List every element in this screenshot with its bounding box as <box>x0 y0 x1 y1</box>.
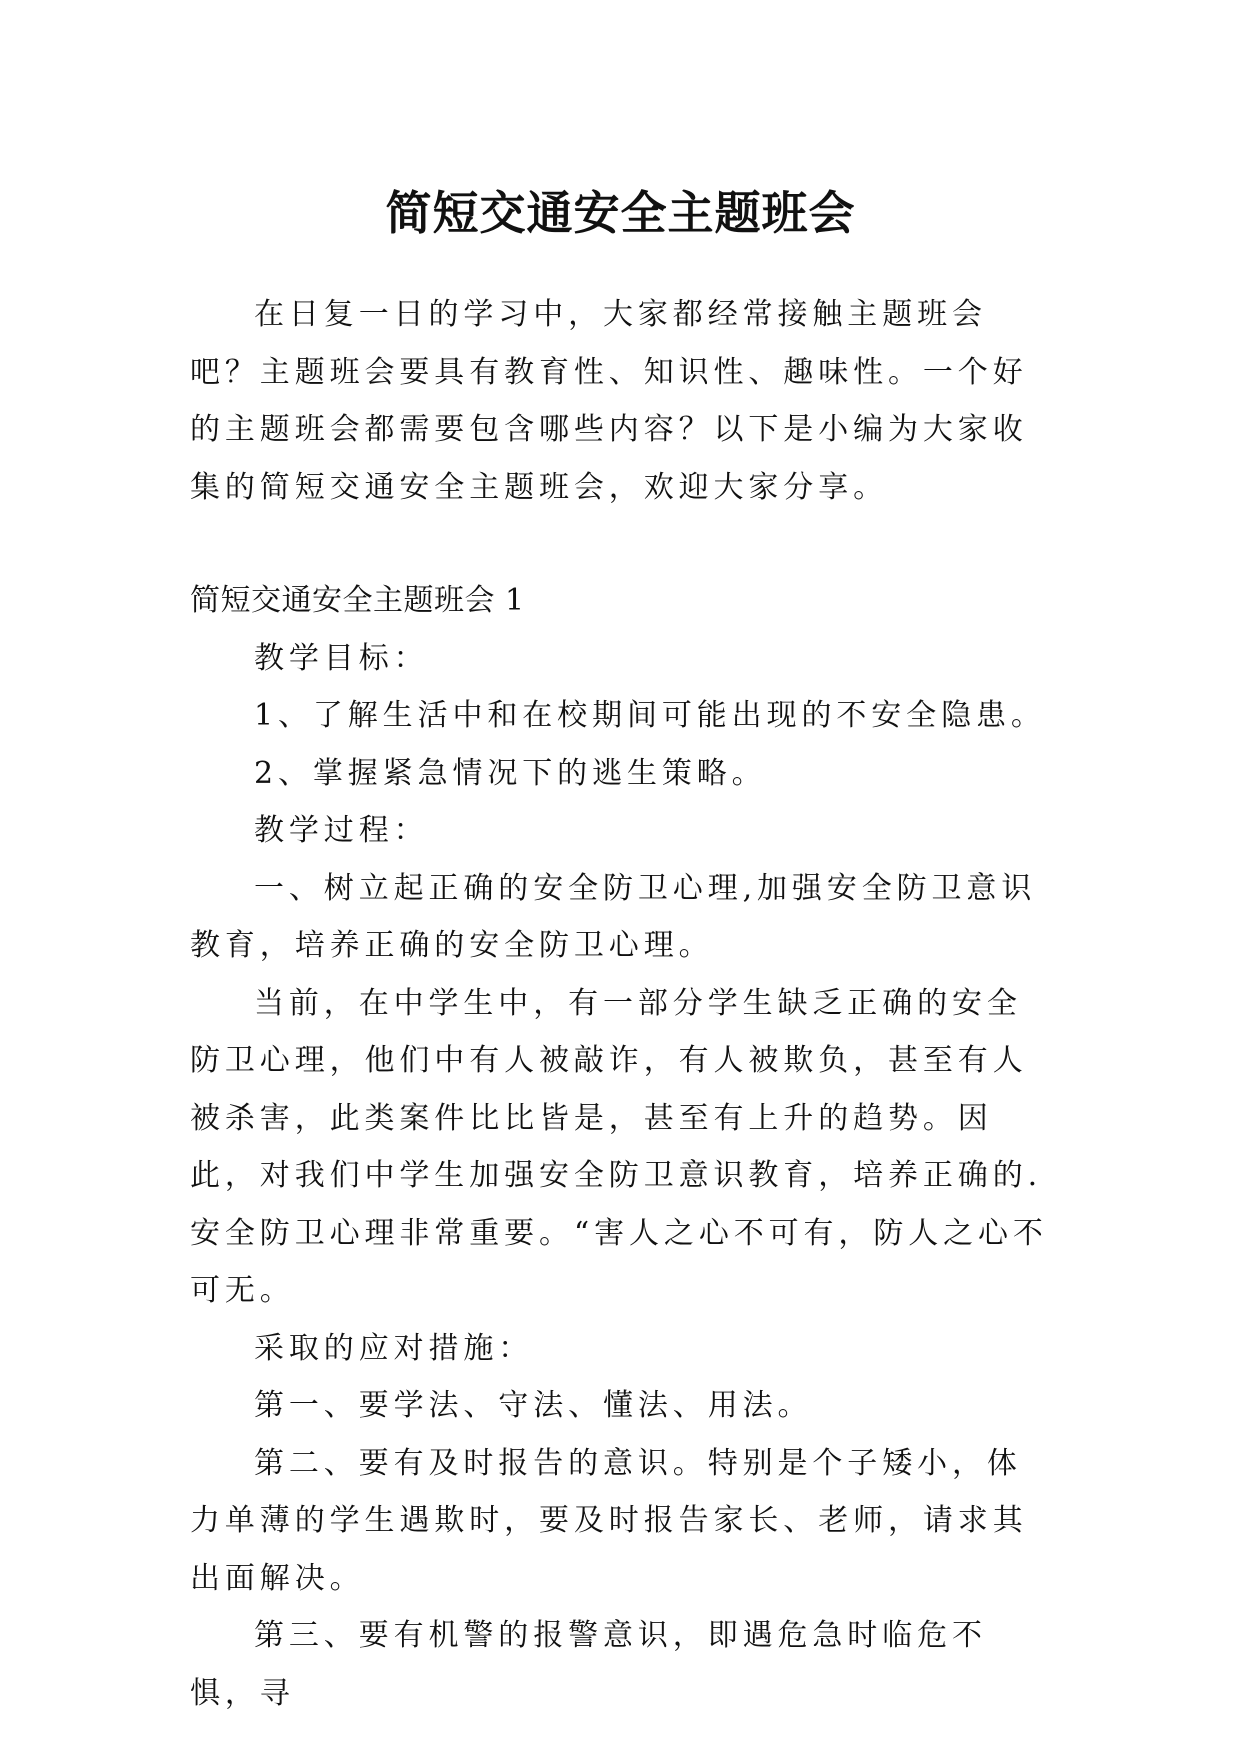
paragraph-current-situation: 当前，在中学生中，有一部分学生缺乏正确的安全防卫心理，他们中有人被敲诈，有人被欺负，甚至有人被杀害，此类案件比比皆是，甚至有上升的趋势。因此，对我们中学生加强安全防卫意识教育，培养正确的.安全防卫心理非常重要。“害人之心不可有，防人之心不可无。 <box>190 985 1048 1308</box>
document-title: 简短交通安全主题班会 <box>385 185 856 240</box>
document-body <box>190 286 1050 1722</box>
paragraph-goal-2: 2、掌握紧急情况下的逃生策略。 <box>254 755 767 791</box>
paragraph-measures-heading: 采取的应对措施： <box>254 1330 534 1366</box>
paragraph-goal-1: 1、了解生活中和在校期间可能出现的不安全隐患。 <box>254 698 1046 733</box>
paragraph-measure-2: 第二、要有及时报告的意识。特别是个子矮小，体力单薄的学生遇欺时，要及时报告家长、老师，请求其出面解决。 <box>190 1445 1028 1596</box>
paragraph-teaching-goals: 教学目标： <box>254 640 429 676</box>
paragraph-teaching-process: 教学过程： <box>254 813 429 848</box>
paragraph-measure-3: 第三、要有机警的报警意识，即遇危急时临危不惧，寻 <box>190 1618 987 1711</box>
paragraph-point-1: 一、树立起正确的安全防卫心理,加强安全防卫意识教育，培养正确的安全防卫心理。 <box>190 870 1037 963</box>
section-heading: 简短交通安全主题班会 1 <box>190 583 525 618</box>
intro-paragraph: 在日复一日的学习中，大家都经常接触主题班会吧？主题班会要具有教育性、知识性、趣味性。一个好的主题班会都需要包含哪些内容？以下是小编为大家收集的简短交通安全主题班会，欢迎大家分享。 <box>190 297 1028 505</box>
paragraph-measure-1: 第一、要学法、守法、懂法、用法。 <box>254 1388 813 1423</box>
